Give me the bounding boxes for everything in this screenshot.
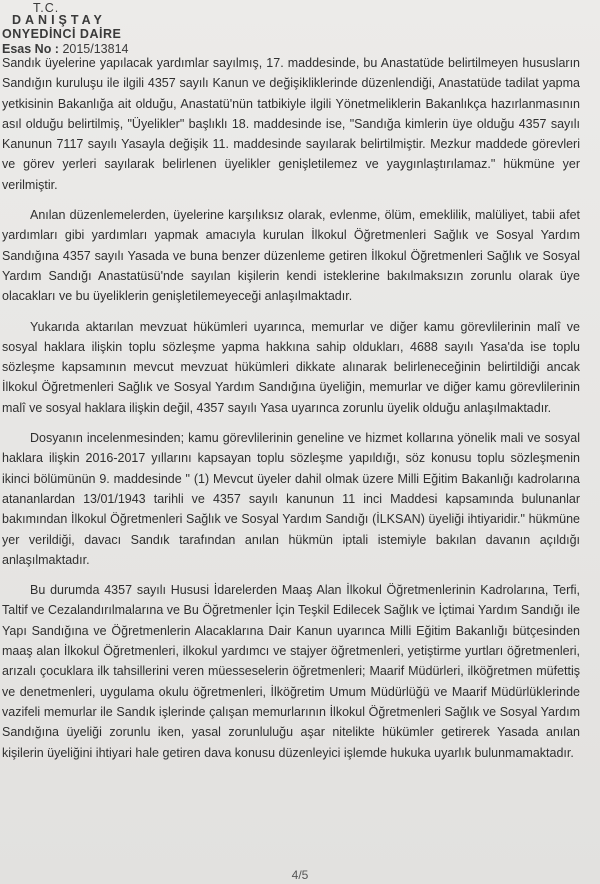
case-label: Esas No : [2, 42, 59, 56]
paragraph-4: Dosyanın incelenmesinden; kamu görevlilerinin geneline ve hizmet kollarına yönelik mali ve sosyal haklara ilişkin 2016-2017 yıllarını kapsayan toplu sözleşme yapıldığı, söz konusu toplu sözleşmenin ikinci bölümünün 9. maddesinde " (1) Mevcut üyeler dahil olmak üzere Milli Eğitim Bakanlığı kadrolarına atananlardan 13/01/1943 tarihli ve 4357 sayılı kanunun 11 inci Maddesi kapsamında bulunanlar bakımından İlkokul Öğretmenleri Sağlık ve Sosyal Yardım Sandığı (İLKSAN) üyeliği ihtiyaridir." hükmüne yer verildiği, davacı Sandık tarafından anılan hükmün iptali istemiyle bakılan davanın açıldığı anlaşılmaktadır. [2, 431, 580, 567]
paragraph-5: Bu durumda 4357 sayılı Hususi İdarelerden Maaş Alan İlkokul Öğretmenlerinin Kadrolarına, Terfi, Taltif ve Cezalandırılmalarına ve Bu Öğretmenler İçin Teşkil Edilecek Sağlık ve İçtimai Yardım Sandığı ile Yapı Sandığına ve Öğretmenlerin Alacaklarına Dair Kanun uyarınca Milli Eğitim Bakanlığı bütçesinden maaş alan İlkokul Öğretmenleri, ilkokul yardımcı ve stajyer öğretmenleri, yetiştirme yurtları öğretmenleri, arızalı çocuklara ilk tahsillerini veren müesseselerin öğretmenleri; Maarif Müdürleri, ilköğretmen müfettiş ve denetmenleri, uygulama okulu öğretmenleri, İlköğretim Umum Müdürlüğü ve Maarif Müdürlüklerinde vazifeli memurlar ile Sandık işlerinde çalışan memurlarının İlkokul Öğretmenleri Sağlık ve Sosyal Yardım Sandığına üyeliği zorunlu iken, yasal zorunluluğu aşar nitelikte hükümler getirerek Yasada anılan kişilerin üyeliğini ihtiyari hale getiren dava konusu düzenleyici işlemde hukuka uyarlık bulunmamaktadır. [2, 583, 580, 760]
header-court: DANIŞTAY [12, 13, 106, 27]
case-number-value: 2015/13814 [62, 42, 129, 56]
paragraph-2: Anılan düzenlemelerden, üyelerine karşılıksız olarak, evlenme, ölüm, emeklilik, malüliyet, tabii afet yardımları gibi yardımları yapmak amacıyla kurulan İlkokul Öğretmenleri Sağlık ve Sosyal Yardım Sandığına 4357 sayılı Yasada ve buna benzer düzenleme getiren İlkokul Öğretmenleri Sağlık ve Sosyal Yardım Sandığı Anastatüsü'nde sayılan kişilerin kendi isteklerine bakılmaksızın zorunlu olarak üye olacakları ve bu üyeliklerin genişletilemeyeceği anlaşılmaktadır. [2, 208, 580, 304]
paragraph-1: Sandık üyelerine yapılacak yardımlar sayılmış, 17. maddesinde, bu Anastatüde belirtilmeyen hususların Sandığın kuruluşu ile ilgili 4357 sayılı Kanun ve değişikliklerinde düzenlendiği, Anastatüde tadilat yapma yetkisinin Bakanlığa ait olduğu, Anastatü'nün tatbikiyle ilgili Yönetmeliklerin Bakanlıkça hazırlanmasının asıl olduğu belirtilmiş, "Üyelikler" başlıklı 18. maddesinde ise, "Sandığa kimlerin üye olduğu 4357 sayılı Kanunun 7117 sayılı Yasayla değişik 11. maddesinde sayılarak belirtilmiştir. Mezkur maddede görevleri ve görev yerleri sayılarak belirlenen üyelikler genişletilemez ve yaygınlaştırılamaz." hükmüne yer verilmiştir. [2, 56, 580, 192]
paragraph-3: Yukarıda aktarılan mevzuat hükümleri uyarınca, memurlar ve diğer kamu görevlilerinin malî ve sosyal haklara ilişkin toplu sözleşme yapma hakkına sahip oldukları, 4688 sayılı Yasa'da ise toplu sözleşme kapsamının mevcut mevzuat hükümleri dikkate alınarak belirleneceğinin belirtildiği ancak İlkokul Öğretmenleri Sağlık ve Sosyal Yardım Sandığına üyeliğin, memurlar ve diğer kamu görevlilerinin malî ve sosyal haklara ilişkin değil, 4357 sayılı Yasa uyarınca zorunlu üyelik olduğu anlaşılmaktadır. [2, 319, 580, 415]
document-header [0, 0, 600, 58]
page-number: 4/5 [291, 868, 309, 882]
header-chamber: ONYEDİNCİ DAİRE [2, 27, 122, 41]
header-tc: T.C. [33, 1, 60, 15]
document-body [2, 53, 580, 773]
